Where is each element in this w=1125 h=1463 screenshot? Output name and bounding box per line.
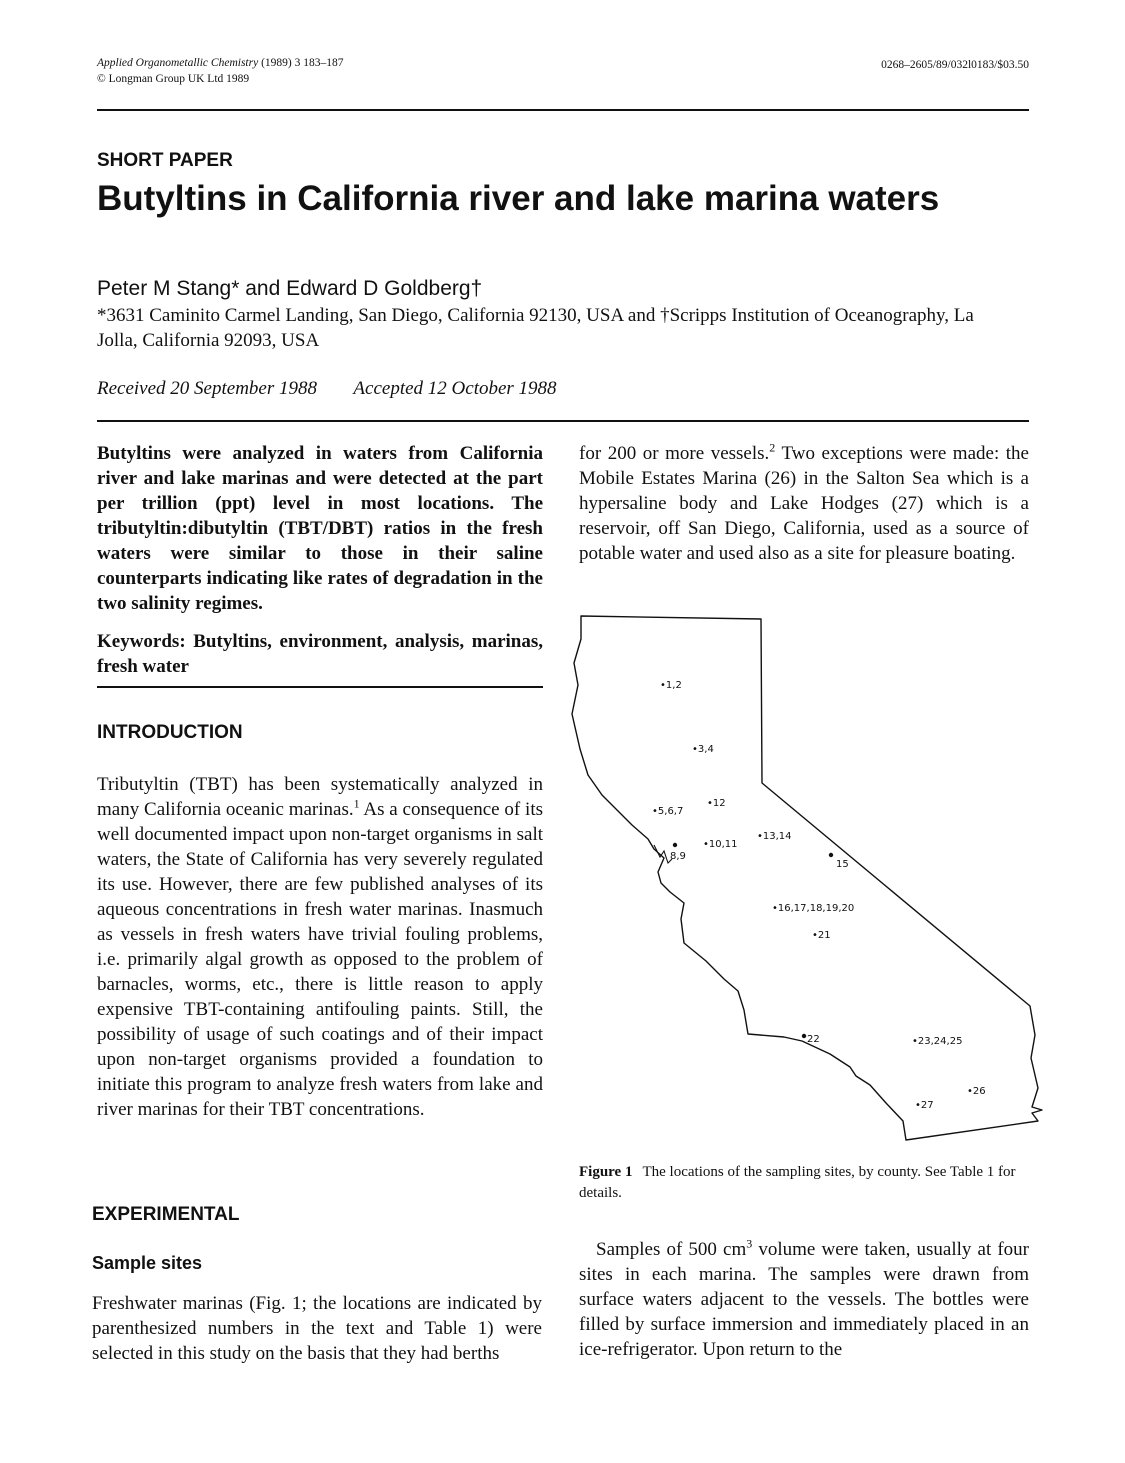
- article-title: Butyltins in California river and lake marina waters: [97, 179, 940, 218]
- site-label-3-4: •3,4: [692, 744, 714, 755]
- site-label-8-9: 8,9: [670, 851, 686, 862]
- intro-text-a: Tributyltin (TBT) has been systematically analyzed in many California oceanic marinas.: [97, 774, 543, 820]
- reference-1: 1: [353, 796, 360, 811]
- site-dot-22: [802, 1034, 806, 1038]
- journal-volume-pages: (1989) 3 183–187: [258, 57, 344, 69]
- site-label-22: 22: [807, 1034, 820, 1045]
- reference-2: 2: [769, 440, 776, 455]
- affiliation: *3631 Caminito Carmel Landing, San Diego, California 92130, USA and †Scripps Institution of Oceanography, La Jolla, California 92093, USA: [97, 305, 974, 351]
- site-label-26: •26: [967, 1086, 986, 1097]
- section-tag: SHORT PAPER: [97, 150, 233, 171]
- accepted-date: Accepted 12 October 1988: [353, 378, 557, 399]
- figure-caption: [579, 1162, 1019, 1204]
- site-label-10-11: •10,11: [703, 839, 738, 850]
- issn-code: 0268–2605/89/032l0183/$03.50: [881, 59, 1029, 71]
- cubic-exponent: 3: [746, 1236, 753, 1251]
- site-label-12: •12: [707, 798, 726, 809]
- site-label-16-20: •16,17,18,19,20: [772, 903, 855, 914]
- site-label-5-7: •5,6,7: [652, 806, 684, 817]
- site-label-27: •27: [915, 1100, 934, 1111]
- continued-text-b: Two exceptions were made: the Mobile Estates Marina (26) in the Salton Sea which is a hypersaline body and Lake Hodges (27) which is a reservoir, off San Diego, California, used as a source of potable water and used also as a site for pleasure boating.: [579, 443, 1029, 564]
- site-markers: [652, 680, 986, 1111]
- sample-sites-continued: [579, 441, 1029, 566]
- continued-text-a: for 200 or more vessels.: [579, 443, 770, 464]
- site-dot-8-9: [673, 843, 677, 847]
- introduction-paragraph: [97, 772, 543, 1122]
- figure-caption-text: The locations of the sampling sites, by county. See Table 1 for details.: [579, 1164, 1016, 1201]
- title-rule: [97, 420, 1029, 422]
- site-label-15: 15: [836, 859, 849, 870]
- introduction-heading: INTRODUCTION: [97, 722, 243, 743]
- site-label-23-25: •23,24,25: [912, 1036, 963, 1047]
- sampling-text-b: volume were taken, usually at four sites in each marina. The samples were drawn from surface waters adjacent to the vessels. The bottles were filled by surface immersion and immediately placed in an ice-refrigerator. Upon return to the: [579, 1239, 1029, 1360]
- sample-sites-heading: Sample sites: [92, 1253, 203, 1273]
- received-date: Received 20 September 1988: [97, 378, 317, 399]
- header-rule: [97, 109, 1029, 111]
- journal-name: Applied Organometallic Chemistry: [97, 57, 259, 69]
- copyright-line: © Longman Group UK Ltd 1989: [97, 73, 250, 85]
- journal-citation: [97, 55, 344, 71]
- experimental-heading: EXPERIMENTAL: [92, 1204, 240, 1225]
- site-dot-15: [829, 853, 833, 857]
- intro-text-b: As a consequence of its well documented impact upon non-target organisms in salt waters, the State of California has very severely regulated its use. However, there are few published analyses of its aqueous concentrations in fresh water marinas. Inasmuch as vessels in fresh waters have trivial fouling problems, i.e. primarily algal growth as opposed to the problem of barnacles, worms, etc., there is little reason to apply expensive TBT-containing antifouling paints. Still, the possibility of usage of such coatings and of their impact upon non-target organisms provided a foundation to initiate this program to analyze fresh waters from lake and river marinas for their TBT concentrations.: [97, 799, 543, 1120]
- dates-line: [97, 378, 589, 400]
- sampling-text-a: Samples of 500 cm: [596, 1239, 747, 1260]
- california-outline: [572, 616, 1042, 1140]
- site-label-1-2: •1,2: [660, 680, 682, 691]
- sample-sites-paragraph: Freshwater marinas (Fig. 1; the locations are indicated by parenthesized numbers in the text and Table 1) were selected in this study on the basis that they had berths: [92, 1293, 542, 1364]
- figure-label: Figure 1: [579, 1164, 633, 1180]
- site-label-21: •21: [812, 930, 831, 941]
- sampling-paragraph: [579, 1237, 1029, 1362]
- journal-header: [97, 55, 344, 87]
- abstract-rule: [97, 686, 543, 688]
- site-label-13-14: •13,14: [757, 831, 792, 842]
- abstract: Butyltins were analyzed in waters from California river and lake marinas and were detected at the part per trillion (ppt) level in most locations. The tributyltin:dibutyltin (TBT/DBT) ratios in the fresh waters were similar to those in their saline counterparts indicating like rates of degradation in the two salinity regimes.: [97, 443, 543, 614]
- author-list: Peter M Stang* and Edward D Goldberg†: [97, 277, 483, 300]
- keywords: Keywords: Butyltins, environment, analysis, marinas, fresh water: [97, 631, 543, 677]
- california-map: [566, 613, 1051, 1143]
